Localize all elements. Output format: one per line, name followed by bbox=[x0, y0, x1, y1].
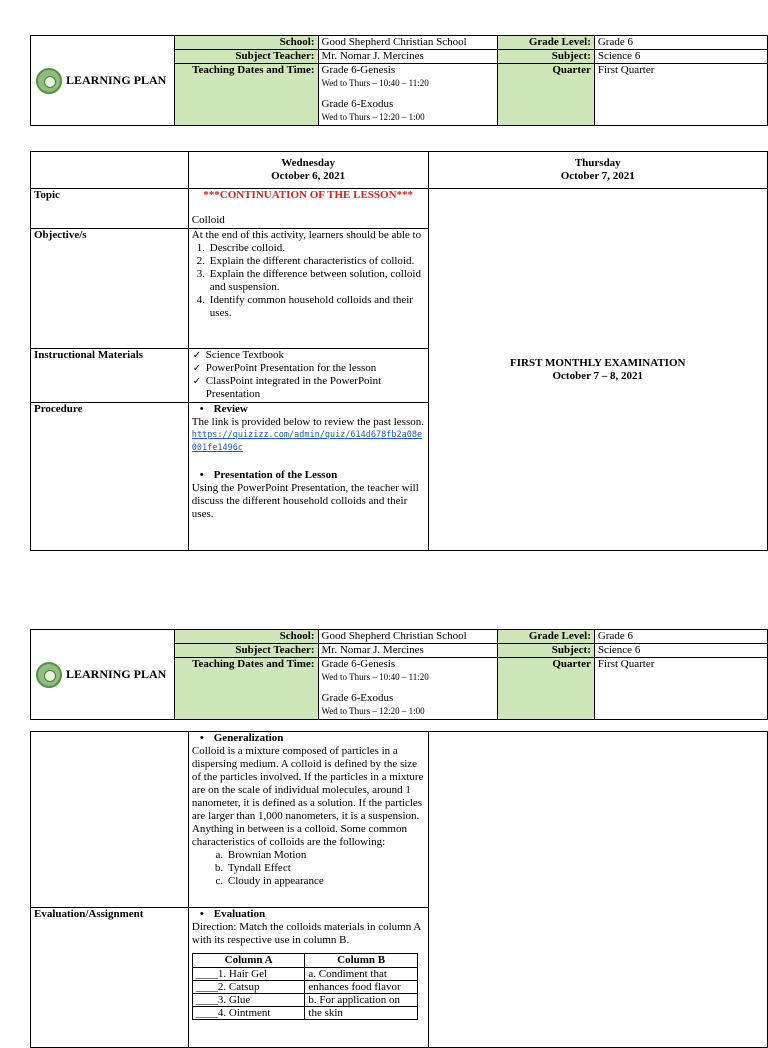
exam-title: FIRST MONTHLY EXAMINATION bbox=[510, 356, 686, 369]
day1-date: October 6, 2021 bbox=[271, 170, 346, 182]
list-item: 4. Identify common household colloids and their uses. bbox=[208, 294, 425, 320]
objectives-intro: At the end of this activity, learners should be able to bbox=[191, 229, 422, 241]
continuation-note: ***CONTINUATION OF THE LESSON*** bbox=[203, 189, 414, 201]
thursday-header bbox=[428, 152, 767, 189]
generalization-text: Colloid is a mixture composed of particles in a dispersing medium. A colloid is defined by the size of the particles involved. If the particles in a mixture are on the scale of individual molecules, around 1 nanometer, it is defined as a solution. If the particles are larger than 1,000 nanometers, it is a suspension. Anything in between is a colloid. Some common characteristics of colloids are the following: bbox=[191, 745, 424, 848]
list-item: ✓ ClassPoint integrated in the PowerPoint Presentation bbox=[206, 375, 425, 401]
quarter-label: Quarter bbox=[497, 64, 594, 126]
exam-dates: October 7 – 8, 2021 bbox=[552, 369, 644, 382]
learning-plan-title: LEARNING PLAN bbox=[66, 667, 167, 681]
list-item: 2. Explain the different characteristics of colloid. bbox=[208, 255, 425, 268]
presentation-text: Using the PowerPoint Presentation, the teacher will discuss the different household colloids and their uses. bbox=[191, 482, 419, 520]
procedure-cell bbox=[188, 403, 428, 551]
topic-cell bbox=[188, 189, 428, 229]
characteristics-list bbox=[192, 849, 425, 888]
generalization-heading: • Generalization bbox=[192, 732, 425, 745]
list-item: 3. Explain the difference between solution, colloid and suspension. bbox=[208, 268, 425, 294]
table-cell: b. For application on bbox=[305, 994, 418, 1007]
column-a-header: Column A bbox=[192, 954, 305, 968]
grade-level-value: Grade 6 bbox=[594, 630, 767, 644]
school-value: Good Shepherd Christian School bbox=[318, 36, 497, 50]
dates-value bbox=[318, 64, 497, 126]
table-cell: ____2. Catsup bbox=[192, 981, 305, 994]
list-item: b. Tyndall Effect bbox=[226, 862, 425, 875]
class1-time: Wed to Thurs – 10:40 – 11:20 bbox=[321, 78, 429, 88]
list-item: ✓ Science Textbook bbox=[206, 349, 425, 362]
grade-level-label: Grade Level: bbox=[497, 36, 594, 50]
review-heading: • Review bbox=[192, 403, 425, 416]
class1-time: Wed to Thurs – 10:40 – 11:20 bbox=[321, 672, 429, 682]
objectives-list bbox=[192, 242, 425, 320]
quarter-value: First Quarter bbox=[594, 658, 767, 720]
matching-table bbox=[192, 953, 418, 1020]
header-table-1 bbox=[30, 35, 768, 126]
list-item: 1. Describe colloid. bbox=[208, 242, 425, 255]
learning-plan-cell bbox=[31, 36, 175, 126]
list-item: ✓ PowerPoint Presentation for the lesson bbox=[206, 362, 425, 375]
learning-plan-title: LEARNING PLAN bbox=[66, 73, 167, 87]
list-item: a. Brownian Motion bbox=[226, 849, 425, 862]
day1-name: Wednesday bbox=[281, 157, 336, 169]
lesson-table-1 bbox=[30, 151, 768, 551]
topic-value: Colloid bbox=[191, 214, 225, 226]
procedure-label: Procedure bbox=[31, 403, 189, 551]
class1-name: Grade 6-Genesis bbox=[321, 658, 396, 670]
evaluation-heading: • Evaluation bbox=[192, 908, 425, 921]
review-text: The link is provided below to review the past lesson. bbox=[191, 416, 424, 428]
dates-label: Teaching Dates and Time: bbox=[174, 64, 318, 126]
subject-label: Subject: bbox=[497, 50, 594, 64]
materials-label: Instructional Materials bbox=[31, 349, 189, 403]
grade-level-value: Grade 6 bbox=[594, 36, 767, 50]
table-cell: ____1. Hair Gel bbox=[192, 968, 305, 981]
quarter-value: First Quarter bbox=[594, 64, 767, 126]
header-table-2 bbox=[30, 629, 768, 720]
column-b-header: Column B bbox=[305, 954, 418, 968]
class2-time: Wed to Thurs – 12:20 – 1:00 bbox=[321, 112, 425, 122]
school-value: Good Shepherd Christian School bbox=[318, 630, 497, 644]
teacher-label: Subject Teacher: bbox=[174, 644, 318, 658]
presentation-heading: • Presentation of the Lesson bbox=[192, 469, 425, 482]
materials-cell bbox=[188, 349, 428, 403]
quarter-label: Quarter bbox=[497, 658, 594, 720]
class2-time: Wed to Thurs – 12:20 – 1:00 bbox=[321, 706, 425, 716]
evaluation-text: Direction: Match the colloids materials in column A with its respective use in column B. bbox=[191, 921, 421, 946]
table-cell: enhances food flavor bbox=[305, 981, 418, 994]
dates-value bbox=[318, 658, 497, 720]
lesson-table-2 bbox=[30, 731, 768, 1048]
evaluation-cell bbox=[188, 908, 428, 1048]
exam-cell bbox=[428, 189, 767, 551]
materials-list bbox=[192, 349, 425, 401]
generalization-cell bbox=[188, 732, 428, 908]
school-logo bbox=[36, 662, 62, 688]
class2-name: Grade 6-Exodus bbox=[321, 98, 394, 110]
subject-value: Science 6 bbox=[594, 644, 767, 658]
wednesday-header bbox=[188, 152, 428, 189]
school-logo bbox=[36, 68, 62, 94]
objectives-cell bbox=[188, 229, 428, 349]
topic-label: Topic bbox=[31, 189, 189, 229]
class1-name: Grade 6-Genesis bbox=[321, 64, 396, 76]
teacher-label: Subject Teacher: bbox=[174, 50, 318, 64]
day2-date: October 7, 2021 bbox=[560, 170, 635, 182]
evaluation-label: Evaluation/Assignment bbox=[31, 908, 189, 1048]
day2-name: Thursday bbox=[574, 157, 621, 169]
grade-level-label: Grade Level: bbox=[497, 630, 594, 644]
table-cell: ____4. Ointment bbox=[192, 1007, 305, 1020]
teacher-value: Mr. Nomar J. Mercines bbox=[318, 644, 497, 658]
subject-label: Subject: bbox=[497, 644, 594, 658]
review-link[interactable]: https://quizizz.com/admin/quiz/614d678fb2a08e001fe1496c bbox=[191, 430, 423, 453]
school-label: School: bbox=[174, 630, 318, 644]
table-cell: ____3. Glue bbox=[192, 994, 305, 1007]
list-item: c. Cloudy in appearance bbox=[226, 875, 425, 888]
teacher-value: Mr. Nomar J. Mercines bbox=[318, 50, 497, 64]
table-cell: the skin bbox=[305, 1007, 418, 1020]
objectives-label: Objective/s bbox=[31, 229, 189, 349]
learning-plan-cell bbox=[31, 630, 175, 720]
class2-name: Grade 6-Exodus bbox=[321, 692, 394, 704]
subject-value: Science 6 bbox=[594, 50, 767, 64]
table-cell: a. Condiment that bbox=[305, 968, 418, 981]
school-label: School: bbox=[174, 36, 318, 50]
dates-label: Teaching Dates and Time: bbox=[174, 658, 318, 720]
